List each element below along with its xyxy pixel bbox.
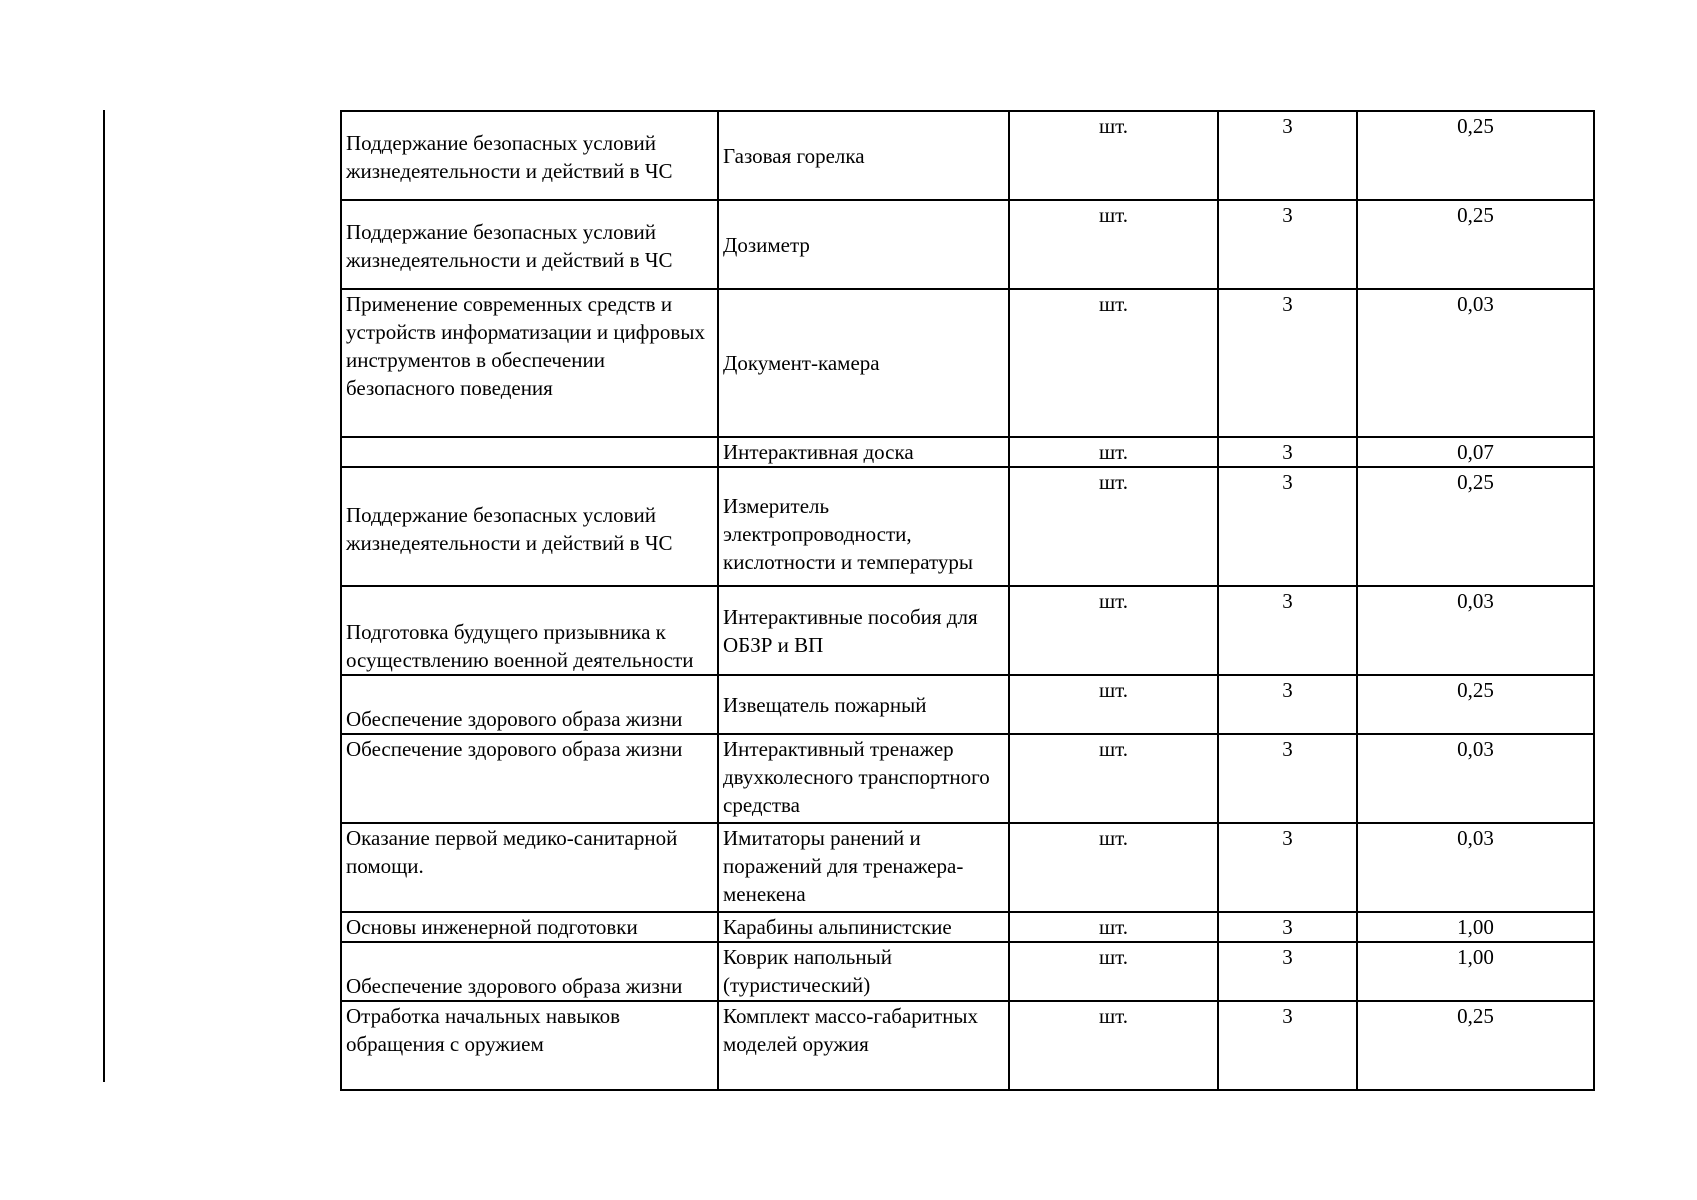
quantity-cell: 3 bbox=[1218, 586, 1357, 675]
table-row bbox=[341, 942, 1594, 1001]
table-row bbox=[341, 586, 1594, 675]
quantity-cell: 3 bbox=[1218, 912, 1357, 942]
unit-cell: шт. bbox=[1009, 437, 1218, 467]
unit-cell: шт. bbox=[1009, 200, 1218, 289]
table-row bbox=[341, 675, 1594, 734]
topic-cell: Поддержание безопасных условий жизнедеятельности и действий в ЧС bbox=[341, 200, 718, 289]
unit-cell: шт. bbox=[1009, 734, 1218, 823]
item-cell: Имитаторы ранений и поражений для тренажера-менекена bbox=[718, 823, 1009, 912]
topic-cell: Поддержание безопасных условий жизнедеятельности и действий в ЧС bbox=[341, 111, 718, 200]
item-cell: Дозиметр bbox=[718, 200, 1009, 289]
topic-cell: Подготовка будущего призывника к осуществлению военной деятельности bbox=[341, 586, 718, 675]
table-row bbox=[341, 111, 1594, 200]
equipment-table bbox=[340, 110, 1595, 1091]
topic-cell: Отработка начальных навыков обращения с оружием bbox=[341, 1001, 718, 1090]
quantity-cell: 3 bbox=[1218, 734, 1357, 823]
table-row bbox=[341, 734, 1594, 823]
value-cell: 0,25 bbox=[1357, 675, 1594, 734]
topic-cell bbox=[341, 437, 718, 467]
page-margin-line bbox=[103, 110, 105, 1082]
item-cell: Комплект массо-габаритных моделей оружия bbox=[718, 1001, 1009, 1090]
unit-cell: шт. bbox=[1009, 912, 1218, 942]
table-row bbox=[341, 1001, 1594, 1090]
item-cell: Интерактивный тренажер двухколесного транспортного средства bbox=[718, 734, 1009, 823]
value-cell: 0,03 bbox=[1357, 734, 1594, 823]
topic-cell: Обеспечение здорового образа жизни bbox=[341, 675, 718, 734]
item-cell: Коврик напольный (туристический) bbox=[718, 942, 1009, 1001]
unit-cell: шт. bbox=[1009, 823, 1218, 912]
table-row bbox=[341, 437, 1594, 467]
value-cell: 0,03 bbox=[1357, 289, 1594, 437]
table-row bbox=[341, 823, 1594, 912]
table-row bbox=[341, 289, 1594, 437]
quantity-cell: 3 bbox=[1218, 200, 1357, 289]
unit-cell: шт. bbox=[1009, 1001, 1218, 1090]
unit-cell: шт. bbox=[1009, 289, 1218, 437]
quantity-cell: 3 bbox=[1218, 437, 1357, 467]
topic-cell: Обеспечение здорового образа жизни bbox=[341, 942, 718, 1001]
quantity-cell: 3 bbox=[1218, 289, 1357, 437]
quantity-cell: 3 bbox=[1218, 942, 1357, 1001]
topic-cell: Оказание первой медико-санитарной помощи. bbox=[341, 823, 718, 912]
item-cell: Извещатель пожарный bbox=[718, 675, 1009, 734]
unit-cell: шт. bbox=[1009, 467, 1218, 586]
quantity-cell: 3 bbox=[1218, 823, 1357, 912]
unit-cell: шт. bbox=[1009, 111, 1218, 200]
quantity-cell: 3 bbox=[1218, 467, 1357, 586]
item-cell: Интерактивные пособия для ОБЗР и ВП bbox=[718, 586, 1009, 675]
unit-cell: шт. bbox=[1009, 586, 1218, 675]
table-row bbox=[341, 912, 1594, 942]
value-cell: 0,07 bbox=[1357, 437, 1594, 467]
item-cell: Интерактивная доска bbox=[718, 437, 1009, 467]
value-cell: 0,03 bbox=[1357, 823, 1594, 912]
topic-cell: Поддержание безопасных условий жизнедеятельности и действий в ЧС bbox=[341, 467, 718, 586]
value-cell: 0,25 bbox=[1357, 467, 1594, 586]
topic-cell: Обеспечение здорового образа жизни bbox=[341, 734, 718, 823]
table-row bbox=[341, 200, 1594, 289]
value-cell: 0,25 bbox=[1357, 200, 1594, 289]
value-cell: 1,00 bbox=[1357, 942, 1594, 1001]
item-cell: Измеритель электропроводности, кислотности и температуры bbox=[718, 467, 1009, 586]
value-cell: 0,25 bbox=[1357, 1001, 1594, 1090]
table-row bbox=[341, 467, 1594, 586]
topic-cell: Применение современных средств и устройств информатизации и цифровых инструментов в обеспечении безопасного поведения bbox=[341, 289, 718, 437]
item-cell: Карабины альпинистские bbox=[718, 912, 1009, 942]
value-cell: 0,03 bbox=[1357, 586, 1594, 675]
quantity-cell: 3 bbox=[1218, 111, 1357, 200]
value-cell: 1,00 bbox=[1357, 912, 1594, 942]
value-cell: 0,25 bbox=[1357, 111, 1594, 200]
unit-cell: шт. bbox=[1009, 942, 1218, 1001]
topic-cell: Основы инженерной подготовки bbox=[341, 912, 718, 942]
item-cell: Документ-камера bbox=[718, 289, 1009, 437]
unit-cell: шт. bbox=[1009, 675, 1218, 734]
quantity-cell: 3 bbox=[1218, 675, 1357, 734]
quantity-cell: 3 bbox=[1218, 1001, 1357, 1090]
item-cell: Газовая горелка bbox=[718, 111, 1009, 200]
